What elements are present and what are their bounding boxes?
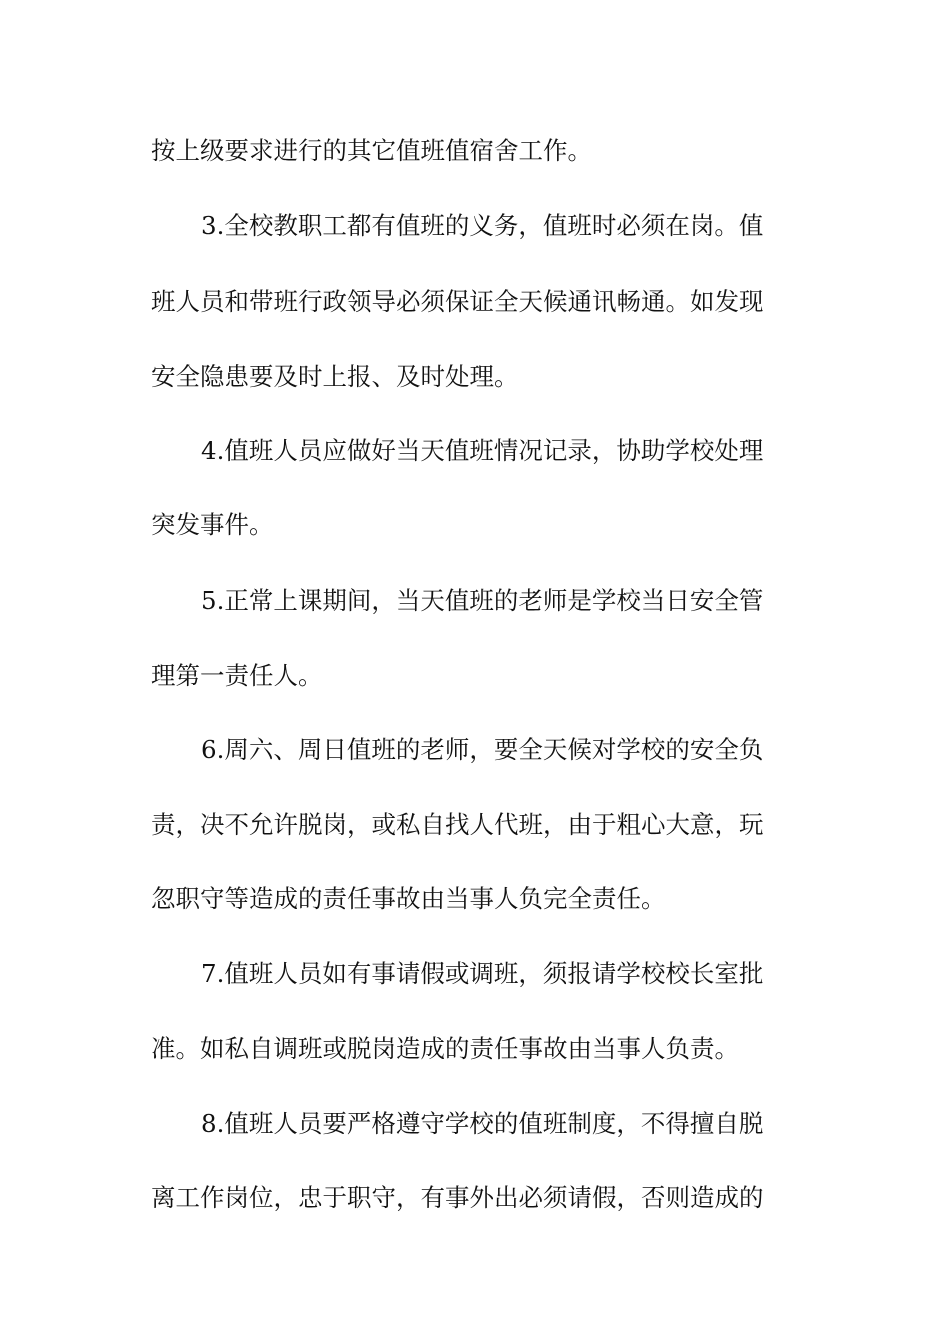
text-line: 准。如私自调班或脱岗造成的责任事故由当事人负责。: [151, 1034, 739, 1063]
text-line: 理第一责任人。: [151, 661, 323, 690]
item-6-line: 6.周六、周日值班的老师，要全天候对学校的安全负: [201, 735, 764, 764]
item-4-line: 4.值班人员应做好当天值班情况记录，协助学校处理: [201, 436, 764, 465]
text-line: 忽职守等造成的责任事故由当事人负完全责任。: [151, 884, 666, 913]
item-3-line: 3.全校教职工都有值班的义务，值班时必须在岗。值: [201, 211, 764, 240]
item-7-line: 7.值班人员如有事请假或调班，须报请学校校长室批: [201, 959, 764, 988]
item-8-line: 8.值班人员要严格遵守学校的值班制度，不得擅自脱: [201, 1109, 764, 1138]
text-line: 班人员和带班行政领导必须保证全天候通讯畅通。如发现: [151, 287, 764, 316]
item-5-line: 5.正常上课期间，当天值班的老师是学校当日安全管: [201, 586, 764, 615]
text-line: 按上级要求进行的其它值班值宿舍工作。: [151, 136, 592, 165]
text-line: 突发事件。: [151, 510, 274, 539]
text-line: 离工作岗位，忠于职守，有事外出必须请假，否则造成的: [151, 1183, 764, 1212]
text-line: 责，决不允许脱岗，或私自找人代班，由于粗心大意，玩: [151, 810, 764, 839]
text-line: 安全隐患要及时上报、及时处理。: [151, 362, 519, 391]
